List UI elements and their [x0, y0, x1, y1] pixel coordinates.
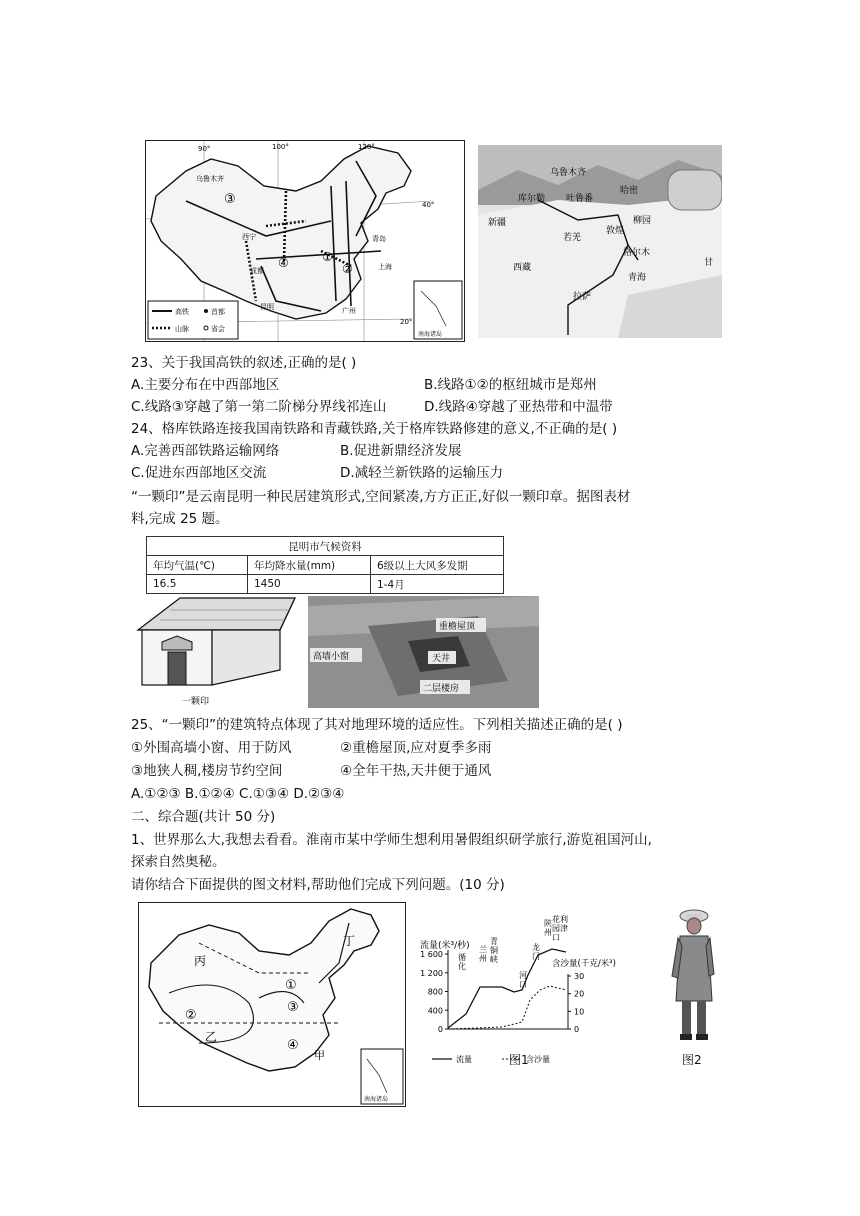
y-tick-label: 1 200 — [420, 968, 443, 978]
city-label: 广州 — [342, 307, 356, 315]
region-label: 青海 — [628, 273, 647, 283]
region-label: 乙 — [205, 1030, 218, 1044]
legend-label: 高铁 — [175, 308, 189, 316]
climate-value: 16.5 — [147, 575, 248, 594]
station-label: 河口 — [519, 971, 527, 989]
station-label: 花园口 — [552, 915, 560, 942]
route-mark-4: ④ — [278, 256, 289, 270]
legend-label: 首都 — [211, 308, 225, 316]
station-label: 龙门 — [532, 943, 540, 961]
q25-answers: A.①②③ B.①②④ C.①③④ D.②③④ — [131, 786, 345, 802]
y2-tick-label: 20 — [574, 989, 585, 999]
river-chart-svg — [418, 914, 656, 1074]
climate-table-title: 昆明市气候资料 — [147, 537, 504, 556]
photo-label: 高墙小窗 — [313, 652, 350, 662]
city-label: 库尔勒 — [518, 194, 546, 204]
region-label: 新疆 — [488, 218, 507, 228]
photo-label: 重檐屋顶 — [439, 622, 476, 632]
y2-tick-label: 10 — [574, 1007, 585, 1017]
house-caption: 一颗印 — [182, 697, 210, 707]
figure1-caption: 图1 — [509, 1053, 529, 1067]
climate-value: 1450 — [248, 575, 371, 594]
region-mark-4: ④ — [287, 1038, 299, 1053]
region-label: 丁 — [343, 934, 356, 948]
city-label: 格尔木 — [623, 248, 651, 258]
route-mark-3: ③ — [224, 192, 236, 207]
intro25-line1: “一颗印”是云南昆明一种民居建筑形式,空间紧凑,方方正正,好似一颗印章。据图表材 — [131, 489, 631, 505]
city-label: 乌鲁木齐 — [550, 168, 587, 178]
legend-label: 省会 — [211, 325, 225, 333]
climate-table — [146, 536, 504, 594]
legend-sand: 含沙量 — [526, 1055, 550, 1064]
y-tick-label: 400 — [427, 1006, 443, 1016]
lat-label: 20° — [400, 318, 413, 326]
y-tick-label: 0 — [437, 1025, 443, 1034]
y2-axis-title: 含沙量(千克/米³) — [552, 959, 616, 969]
q23-option-b: B.线路①②的枢纽城市是郑州 — [424, 377, 597, 393]
station-label: 循化 — [458, 953, 466, 971]
q23-stem: 23、关于我国高铁的叙述,正确的是( ) — [131, 355, 357, 371]
house-drawing — [130, 590, 302, 708]
lat-label: 40° — [422, 201, 435, 209]
route-mark-2: ② — [342, 262, 353, 276]
q25-stem: 25、“一颗印”的建筑特点体现了其对地理环境的适应性。下列相关描述正确的是( ) — [131, 717, 623, 733]
q25-statement-1: ①外围高墙小窗、用于防风 — [131, 740, 292, 756]
region-label: 西藏 — [513, 263, 532, 273]
region-label: 甲 — [314, 1049, 325, 1062]
y-tick-label: 800 — [427, 987, 443, 997]
section2-p1-line1: 1、世界那么大,我想去看看。淮南市某中学师生想利用暑假组织研学旅行,游览祖国河山, — [131, 832, 652, 848]
golmud-route-figure — [478, 145, 722, 338]
region-label: 丙 — [194, 954, 207, 968]
figure2-caption: 图2 — [682, 1053, 702, 1067]
city-label: 敦煌 — [606, 226, 625, 236]
climate-table-wrap — [146, 536, 504, 594]
q24-option-c: C.促进东西部地区交流 — [131, 465, 267, 481]
city-label: 成都 — [250, 267, 264, 275]
q24-stem: 24、格库铁路连接我国南铁路和青藏铁路,关于格库铁路修建的意义,不正确的是( ) — [131, 421, 618, 437]
city-label: 柳园 — [633, 216, 652, 226]
climate-header: 6级以上大风多发期 — [371, 556, 504, 575]
rail-map-svg — [146, 141, 464, 341]
station-label: 青铜峡 — [490, 937, 498, 964]
station-label: 兰州 — [479, 945, 487, 963]
q24-option-d: D.减轻兰新铁路的运输压力 — [340, 465, 504, 481]
intro25-line2: 料,完成 25 题。 — [131, 511, 229, 527]
y-axis-title: 流量(米³/秒) — [420, 941, 470, 951]
lon-label: 90° — [198, 145, 211, 153]
inset-label: 南海诸岛 — [364, 1096, 389, 1103]
sediment-line — [448, 986, 566, 1029]
city-label: 拉萨 — [573, 292, 592, 302]
city-label: 青岛 — [372, 235, 386, 243]
city-label: 若羌 — [563, 233, 582, 243]
y2-tick-label: 30 — [574, 972, 585, 981]
golmud-route-svg — [478, 145, 722, 338]
region-mark-2: ② — [185, 1008, 197, 1023]
climate-header: 年均降水量(mm) — [248, 556, 371, 575]
region-mark-3: ③ — [287, 1000, 299, 1015]
q23-option-a: A.主要分布在中西部地区 — [131, 377, 280, 393]
q25-statement-3: ③地狭人稠,楼房节约空间 — [131, 763, 283, 779]
section2-p2: 请你结合下面提供的图文材料,帮助他们完成下列问题。(10 分) — [131, 877, 505, 893]
legend-flow: 流量 — [456, 1055, 472, 1064]
photo-label: 天井 — [432, 654, 451, 664]
city-label: 上海 — [378, 263, 392, 271]
city-label: 昆明 — [260, 303, 274, 311]
courtyard-photo — [308, 596, 539, 708]
city-label: 哈密 — [620, 186, 639, 196]
station-label: 利津 — [560, 915, 568, 933]
climate-header: 年均气温(℃) — [147, 556, 248, 575]
river-chart-figure — [418, 914, 656, 1074]
region-mark-1: ① — [285, 978, 297, 993]
q23-option-c: C.线路③穿越了第一第二阶梯分界线祁连山 — [131, 399, 387, 415]
y2-tick-label: 0 — [574, 1025, 580, 1034]
inset-label: 南海诸岛 — [418, 331, 443, 338]
section2-p1-line2: 探索自然奥秘。 — [131, 854, 226, 870]
lon-label: 100° — [272, 143, 289, 151]
q24-option-a: A.完善西部铁路运输网络 — [131, 443, 280, 459]
q24-option-b: B.促进新鼎经济发展 — [340, 443, 462, 459]
photo-label: 二层楼房 — [423, 684, 460, 694]
city-label: 西宁 — [242, 233, 256, 241]
rail-map-figure — [145, 140, 465, 342]
region-label: 甘 — [704, 258, 714, 268]
q23-option-d: D.线路④穿越了亚热带和中温带 — [424, 399, 613, 415]
lon-label: 120° — [358, 143, 375, 151]
q25-statement-4: ④全年干热,天井便于通风 — [340, 763, 492, 779]
city-label: 吐鲁番 — [566, 194, 594, 204]
region-map-figure — [138, 902, 406, 1107]
section2-title: 二、综合题(共计 50 分) — [131, 809, 276, 825]
route-mark-1: ① — [322, 250, 333, 264]
city-label: 乌鲁木齐 — [196, 175, 224, 183]
legend-label: 山脉 — [175, 325, 189, 333]
station-label: 陕州 — [544, 919, 552, 937]
person-figure — [668, 906, 720, 1046]
y-tick-label: 1 600 — [420, 950, 443, 959]
climate-value: 1-4月 — [371, 575, 504, 594]
q25-statement-2: ②重檐屋顶,应对夏季多雨 — [340, 740, 492, 756]
